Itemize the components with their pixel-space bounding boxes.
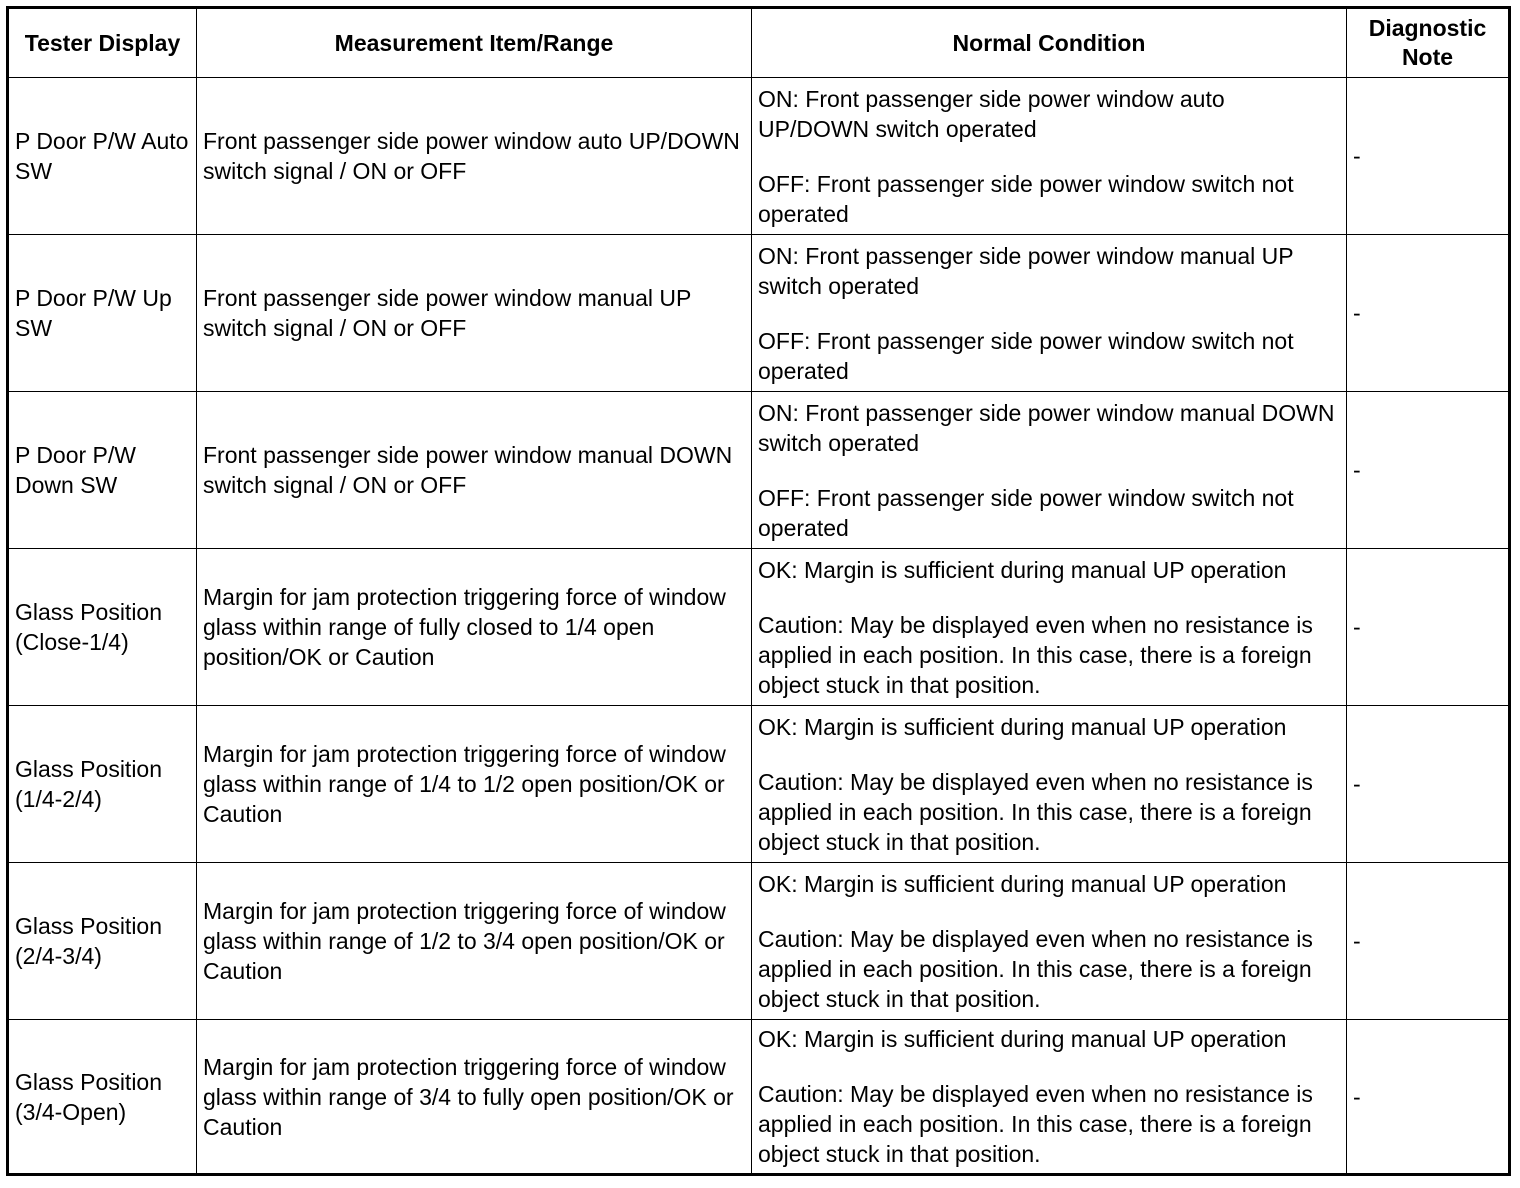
normal-condition-cell xyxy=(752,706,1347,863)
data-list-table xyxy=(6,6,1511,1176)
tester-display-cell: Glass Position (2/4-3/4) xyxy=(8,863,197,1020)
tester-display-cell: P Door P/W Down SW xyxy=(8,392,197,549)
table-row xyxy=(8,706,1510,863)
condition-ok: OK: Margin is sufficient during manual UP operation xyxy=(758,870,1287,897)
normal-condition-cell xyxy=(752,549,1347,706)
table-row xyxy=(8,549,1510,706)
normal-condition-cell xyxy=(752,235,1347,392)
diagnostic-note-cell: - xyxy=(1347,78,1510,235)
measurement-cell: Margin for jam protection triggering force of window glass within range of 1/2 to 3/4 open position/OK or Caution xyxy=(197,863,752,1020)
condition-ok: OK: Margin is sufficient during manual UP operation xyxy=(758,556,1287,583)
tester-display-cell: P Door P/W Auto SW xyxy=(8,78,197,235)
measurement-cell: Front passenger side power window manual DOWN switch signal / ON or OFF xyxy=(197,392,752,549)
condition-ok: OK: Margin is sufficient during manual UP operation xyxy=(758,1026,1287,1052)
measurement-cell: Front passenger side power window manual UP switch signal / ON or OFF xyxy=(197,235,752,392)
condition-on: ON: Front passenger side power window manual UP switch operated xyxy=(758,242,1294,299)
condition-on: ON: Front passenger side power window manual DOWN switch operated xyxy=(758,399,1335,456)
table-row xyxy=(8,392,1510,549)
table-body xyxy=(8,78,1510,1175)
condition-caution: Caution: May be displayed even when no resistance is applied in each position. In this case, there is a foreign object stuck in that position. xyxy=(758,768,1313,855)
condition-on: ON: Front passenger side power window auto UP/DOWN switch operated xyxy=(758,85,1225,142)
table-row xyxy=(8,1020,1510,1175)
measurement-cell: Margin for jam protection triggering force of window glass within range of 1/4 to 1/2 open position/OK or Caution xyxy=(197,706,752,863)
diagnostic-note-cell: - xyxy=(1347,1020,1510,1175)
condition-off: OFF: Front passenger side power window switch not operated xyxy=(758,484,1294,541)
condition-caution: Caution: May be displayed even when no resistance is applied in each position. In this case, there is a foreign object stuck in that position. xyxy=(758,1081,1313,1167)
table-row xyxy=(8,78,1510,235)
header-diagnostic-note: Diagnostic Note xyxy=(1347,8,1510,78)
condition-caution: Caution: May be displayed even when no resistance is applied in each position. In this case, there is a foreign object stuck in that position. xyxy=(758,925,1313,1012)
table-header xyxy=(8,8,1510,78)
header-measurement-item: Measurement Item/Range xyxy=(197,8,752,78)
header-tester-display: Tester Display xyxy=(8,8,197,78)
diagnostic-note-cell: - xyxy=(1347,863,1510,1020)
tester-display-cell: Glass Position (1/4-2/4) xyxy=(8,706,197,863)
measurement-cell: Front passenger side power window auto UP/DOWN switch signal / ON or OFF xyxy=(197,78,752,235)
diagnostic-note-cell: - xyxy=(1347,706,1510,863)
tester-display-cell: Glass Position (Close-1/4) xyxy=(8,549,197,706)
condition-off: OFF: Front passenger side power window switch not operated xyxy=(758,170,1294,227)
normal-condition-cell xyxy=(752,1020,1347,1175)
normal-condition-cell xyxy=(752,863,1347,1020)
condition-off: OFF: Front passenger side power window switch not operated xyxy=(758,327,1294,384)
header-normal-condition: Normal Condition xyxy=(752,8,1347,78)
diagnostic-note-cell: - xyxy=(1347,392,1510,549)
table-row xyxy=(8,235,1510,392)
diagnostic-note-cell: - xyxy=(1347,549,1510,706)
header-row xyxy=(8,8,1510,78)
normal-condition-cell xyxy=(752,78,1347,235)
tester-display-cell: P Door P/W Up SW xyxy=(8,235,197,392)
tester-display-cell: Glass Position (3/4-Open) xyxy=(8,1020,197,1175)
condition-caution: Caution: May be displayed even when no resistance is applied in each position. In this case, there is a foreign object stuck in that position. xyxy=(758,611,1313,698)
table-row xyxy=(8,863,1510,1020)
condition-ok: OK: Margin is sufficient during manual UP operation xyxy=(758,713,1287,740)
diagnostic-note-cell: - xyxy=(1347,235,1510,392)
measurement-cell: Margin for jam protection triggering force of window glass within range of 3/4 to fully open position/OK or Caution xyxy=(197,1020,752,1175)
normal-condition-cell xyxy=(752,392,1347,549)
measurement-cell: Margin for jam protection triggering force of window glass within range of fully closed to 1/4 open position/OK or Caution xyxy=(197,549,752,706)
